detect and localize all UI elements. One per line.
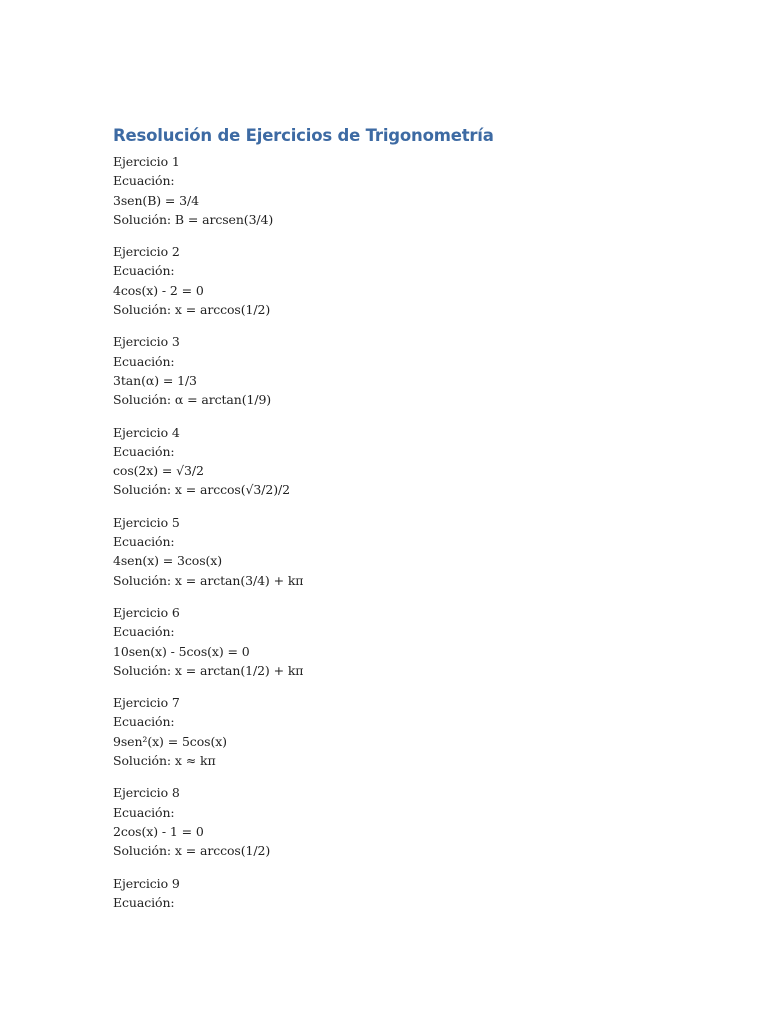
- exercise-heading: Ejercicio 9: [113, 875, 180, 891]
- solution-text: Solución: x ≈ kπ: [113, 753, 216, 769]
- exercise-2: [113, 242, 713, 319]
- solution-text: Solución: B = arcsen(3/4): [113, 211, 274, 227]
- equation-text: 4cos(x) - 2 = 0: [113, 282, 204, 298]
- equation-text: 9sen²(x) = 5cos(x): [113, 733, 227, 749]
- equation-text: 3sen(B) = 3/4: [113, 192, 199, 208]
- exercise-7: [113, 693, 713, 770]
- exercise-heading: Ejercicio 7: [113, 695, 180, 711]
- equation-label: Ecuación:: [113, 894, 175, 910]
- exercise-heading: Ejercicio 5: [113, 514, 180, 530]
- equation-text: 10sen(x) - 5cos(x) = 0: [113, 643, 250, 659]
- equation-label: Ecuación:: [113, 534, 175, 550]
- exercise-3: [113, 332, 713, 409]
- exercise-1: [113, 152, 713, 229]
- exercise-heading: Ejercicio 4: [113, 424, 180, 440]
- exercise-heading: Ejercicio 6: [113, 604, 180, 620]
- equation-label: Ecuación:: [113, 624, 175, 640]
- solution-text: Solución: α = arctan(1/9): [113, 392, 272, 408]
- document-title: Resolución de Ejercicios de Trigonometría: [113, 126, 494, 145]
- exercise-9: [113, 874, 713, 913]
- exercise-4: [113, 423, 713, 500]
- equation-label: Ecuación:: [113, 804, 175, 820]
- exercise-6: [113, 603, 713, 680]
- solution-text: Solución: x = arccos(√3/2)/2: [113, 482, 290, 498]
- equation-text: 2cos(x) - 1 = 0: [113, 823, 204, 839]
- solution-text: Solución: x = arctan(3/4) + kπ: [113, 572, 304, 588]
- equation-text: cos(2x) = √3/2: [113, 463, 204, 479]
- exercise-heading: Ejercicio 2: [113, 244, 180, 260]
- exercise-heading: Ejercicio 1: [113, 154, 180, 169]
- equation-text: 3tan(α) = 1/3: [113, 372, 197, 388]
- exercise-heading: Ejercicio 8: [113, 785, 180, 801]
- solution-text: Solución: x = arctan(1/2) + kπ: [113, 662, 304, 678]
- equation-label: Ecuación:: [113, 353, 175, 369]
- exercise-heading: Ejercicio 3: [113, 334, 180, 350]
- document-page: [113, 122, 713, 925]
- equation-label: Ecuación:: [113, 173, 175, 189]
- equation-text: 4sen(x) = 3cos(x): [113, 553, 223, 569]
- solution-text: Solución: x = arccos(1/2): [113, 302, 271, 318]
- exercise-8: [113, 783, 713, 860]
- equation-label: Ecuación:: [113, 443, 175, 459]
- equation-label: Ecuación:: [113, 263, 175, 279]
- equation-label: Ecuación:: [113, 714, 175, 730]
- exercise-5: [113, 513, 713, 590]
- solution-text: Solución: x = arccos(1/2): [113, 843, 271, 859]
